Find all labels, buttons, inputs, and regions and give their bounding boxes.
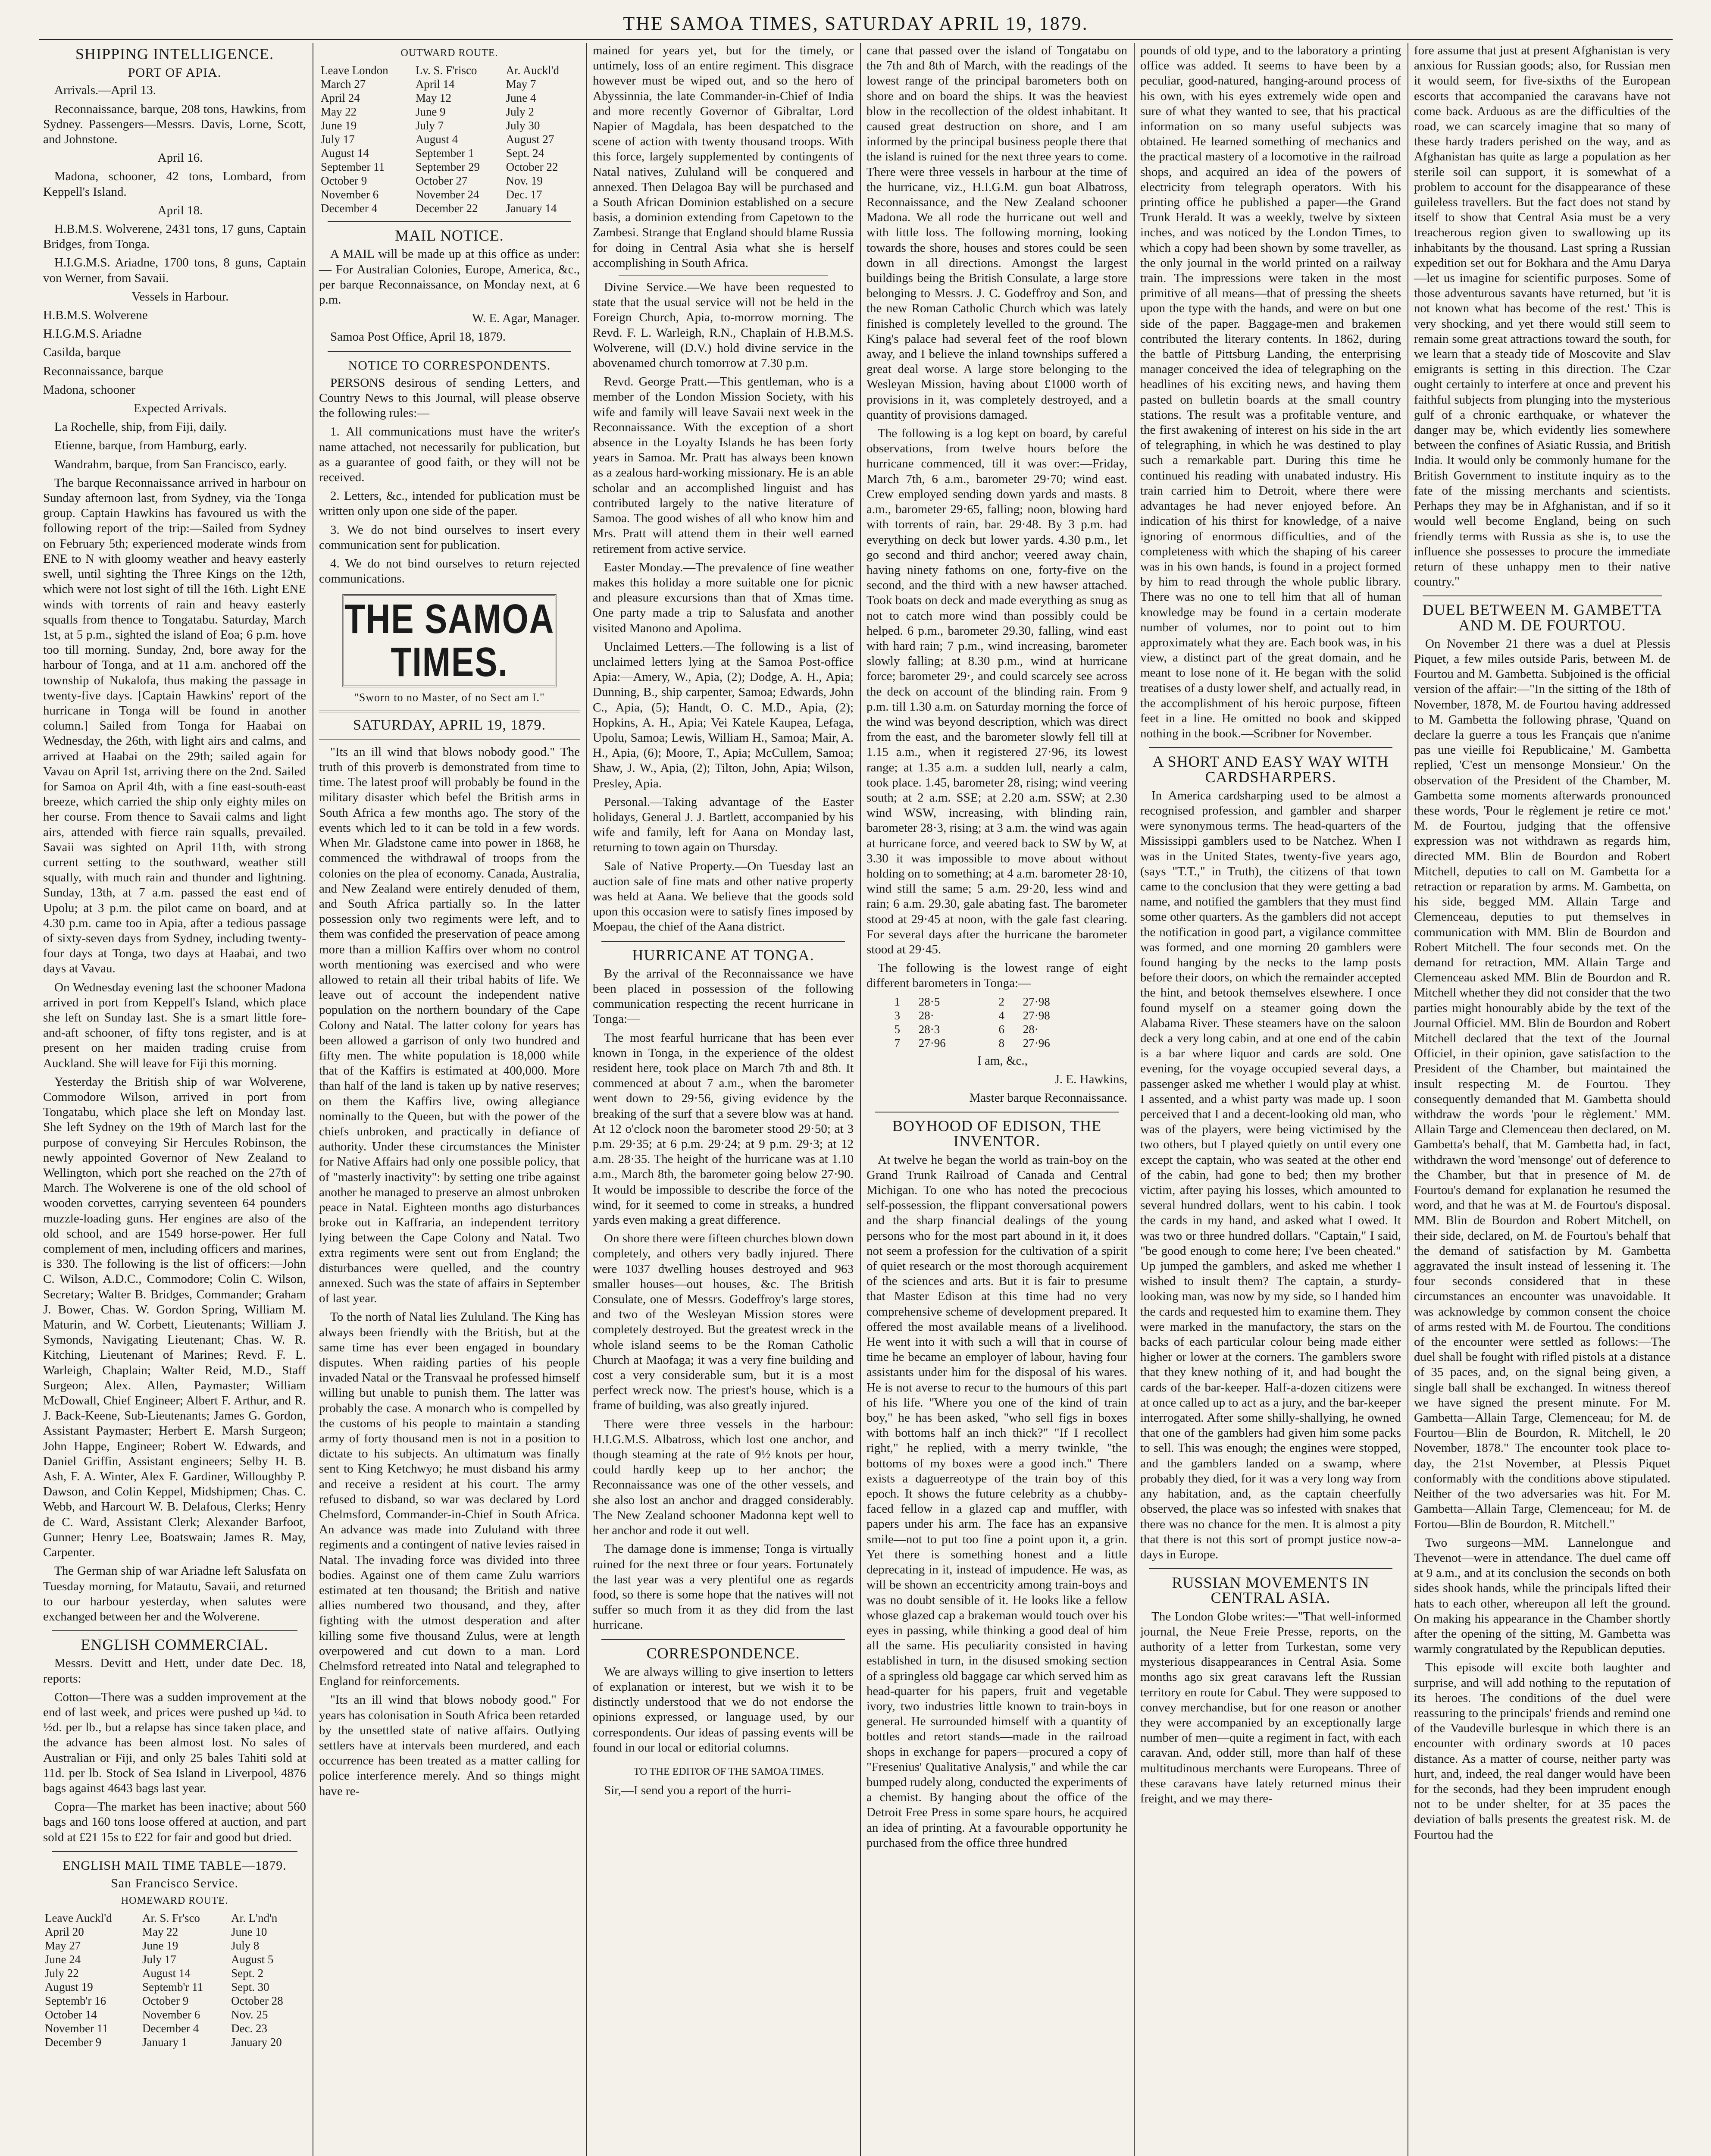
table-row [319, 132, 580, 146]
table-cell: November 6 [321, 188, 379, 201]
table-cell: Septemb'r 11 [142, 1981, 203, 1994]
table-cell: July 30 [506, 119, 540, 132]
correspondents-rule: 3. We do not bind ourselves to insert every communication sent for publication. [319, 523, 580, 552]
column-5 [1136, 43, 1405, 2156]
table-cell: Septemb'r 16 [45, 1994, 106, 2008]
correspondents-rule: 1. All communications must have the writer's name attached, not necessarily for publication, but as a guarantee of good faith, or they will not be received. [319, 425, 580, 485]
divider [52, 1851, 297, 1852]
table-cell: 28· [918, 1009, 934, 1022]
table-cell: March 27 [321, 78, 366, 91]
vessel-item: Madona, schooner [43, 382, 136, 397]
arrivals-label: Arrivals.—April 13. [54, 83, 156, 97]
table-cell: December 4 [142, 2022, 199, 2035]
letter-paragraph: The following is a log kept on board, by careful observations, from twelve hours before the hurricane commenced, till it was over:—Friday, March 7th, 6 a.m., barometer 29·70; wind east. Crew employed sending down yards and masts. 8 a.m., barometer 29·65, falling; noon, blowing hard with torrents of rain, bar. 29·48. By 3 p.m. had everything on deck but lower yards. 4.30 p.m., let go second and third anchor; veered away chain, having ninety fathoms on one, forty-five on the second, and the third with a new hawser attached. Took boats on deck and made everything as snug as not to catch more wind than possibly could be helped. 6 p.m., barometer 29.30, falling, wind east with hard rain; 7 p.m., wind increasing, barometer slowly falling; at 8.30 p.m., wind at hurricane force; barometer 29·, and could scarcely see across the deck on account of the blinding rain. From 9 p.m. till 1.30 a.m. on Saturday morning the force of the wind was beyond description, which was direct from the east, and the barometer slowly fell till at 1.15 a.m., when it registered 27·96, its lowest range; at 1.35 a.m. a sudden lull, nearly a calm, took place. 1.45, barometer 28, rising; wind veering south; at 2 a.m. SSE; at 2.20 a.m. SSW; at 2.30 wind WSW, increasing, with blinding rain, barometer 28·3, rising; at 3 a.m. the wind was again at hurricane force, and veered back to SW by W, at 3.30 it was impossible to move about without holding on to something; at 4 a.m. barometer 28·10, wind still the same; 5 a.m. 29·20, less wind and rain; 6 a.m. 29.30, gale abating fast. The barometer stood at 29·45 at noon, with the gale fast clearing. For several days after the hurricane the barometer stood at 29·45. [866, 426, 1127, 956]
table-cell: June 9 [415, 105, 446, 119]
letter-signature-title: Master barque Reconnaissance. [969, 1091, 1127, 1105]
russian-heading: RUSSIAN MOVEMENTS IN CENTRAL ASIA. [1172, 1574, 1370, 1607]
table-cell: 4 [998, 1009, 1004, 1022]
table-cell: 28· [1023, 1022, 1038, 1036]
commercial-heading: ENGLISH COMMERCIAL. [81, 1636, 269, 1654]
local-news-item: Personal.—Taking advantage of the Easter holidays, General J. J. Bartlett, accompanied by his wife and family, left for Aana on Monday last, returning to town again on Thursday. [593, 795, 854, 855]
hurricane-paragraph: On shore there were fifteen churches blown down completely, and others very badly injured. There were 1037 dwelling houses destroyed and 963 smaller houses—out houses, &c. The British Consulate, one of Messrs. Godeffroy's large stores, and two of the Wesleyan Mission stores were completely destroyed. But the greatest wreck in the whole island seems to be the Roman Catholic Church at Maofaga; it was a very fine building and cost a very considerable sum, but it is a most perfect wreck now. The priest's house, which is a frame of building, was also greatly injured. [593, 1232, 854, 1413]
port-heading: PORT OF APIA. [128, 66, 222, 80]
mail-notice-signature: W. E. Agar, Manager. [472, 311, 580, 326]
duel-paragraph: This episode will excite both laughter and surprise, and will add nothing to the reputation of its heroes. The conditions of the duel were reassuring to the principals' friends and remind one of the Vaudeville burlesque in which there is an encounter with ordinary swords at 10 paces distance. As a matter of course, neither party was hurt, and, indeed, the real danger would have been for the seconds, had they been imprudent enough not to be under shelter, for at 35 paces the deviation of balls presents the greatest risk. M. de Fourtou had the [1414, 1661, 1670, 1842]
table-cell: 5 [894, 1022, 900, 1036]
column-rule [1134, 43, 1135, 2156]
table-cell: September 11 [321, 160, 385, 174]
table-row [319, 91, 580, 105]
column-rule [586, 43, 587, 2156]
divider [328, 221, 571, 222]
divider [1423, 595, 1662, 596]
outward-heading: OUTWARD ROUTE. [400, 47, 498, 59]
vessels-heading: Vessels in Harbour. [131, 289, 229, 304]
letter-paragraph: Sir,—I send you a report of the hurri- [604, 1783, 791, 1798]
table-row [319, 201, 580, 215]
hurricane-heading: HURRICANE AT TONGA. [632, 946, 814, 964]
table-cell: April 24 [321, 91, 360, 105]
table-row [43, 1966, 306, 1980]
divider [601, 1639, 845, 1640]
editorial-paragraph: To the north of Natal lies Zululand. The King has always been friendly with the British, but at the same time has ever been engaged in boundary disputes. When raiding parties of his people invaded Natal or the Transvaal he professed himself willing but unable to punish them. The latter was probably the case. A monarch who is compelled by the customs of his people to maintain a standing army of forty thousand men is not in a position to dictate to his subjects. An ultimatum was finally sent to King Ketchwyo; he must disband his army and receive a resident at his court. The army refused to disband, so war was declared by Lord Chelmsford, Commander-in-Chief in South Africa. An advance was made into Zululand with three regiments and a contingent of native levies raised in Natal. The invading force was divided into three bodies. Against one of them came Zulu warriors estimated at ten thousand; the British and native allies numbered two thousand, and they, after fighting with the utmost desperation and after killing some five thousand Zulus, were at length overpowered and cut down to a man. Lord Chelmsford retreated into Natal and telegraphed to England for reinforcements. [319, 1310, 580, 1689]
column-header: Leave London [321, 64, 388, 77]
table-row [319, 77, 580, 91]
table-cell: 3 [894, 1009, 900, 1022]
barometer-table [893, 995, 1101, 1050]
expected-heading: Expected Arrivals. [134, 401, 227, 416]
table-cell: July 2 [506, 105, 534, 119]
table-cell: Sept. 30 [231, 1981, 269, 1994]
divider [319, 711, 580, 712]
expected-item: La Rochelle, ship, from Fiji, daily. [54, 420, 227, 434]
local-news-item: Sale of Native Property.—On Tuesday last an auction sale of fine mats and other native property was held at Aana. We believe that the goods sold upon this occasion were to satisfy fines imposed by Moepau, the chief of the Aana district. [593, 859, 854, 934]
table-cell: August 14 [321, 147, 369, 160]
table-cell: Sept. 2 [231, 1967, 264, 1980]
table-header-row [43, 1911, 306, 1925]
table-cell: Nov. 25 [231, 2008, 268, 2021]
sf-service-heading: San Francisco Service. [110, 1876, 239, 1890]
russian-paragraph: fore assume that just at present Afghanistan is very anxious for Russian goods; also, for Russian men it would seem, for five-sixths of the European escorts that accompanied the caravans have not come back. Arduous as are the difficulties of the road, we can scarcely imagine that so many of these hardy traders perished on the way, and as Afghanistan has quite as large a population as her sterile soil can support, it is somewhat of a problem to account for the disappearance of these guileless travellers. But the fact does not stand by itself to show that Central Asia must be a very treacherous region given to swallowing up its inhabitants by the thousand. Last spring a Russian expedition set out for Bokhara and the Amu Darya—let us imagine for scientific purposes. Some of those adventurous savants have returned, but 'it is not known what has become of the rest.' This is very shocking, and yet there would still seem to remain some great attractions toward the south, for we learn that a steady tide of Moscovite and Slav emigrants is setting in this direction. The Czar ought certainly to interfere at once and prevent his faithful subjects from plunging into the mysterious gulf of a chronic earthquake, or whatever the danger may be, which evidently lies somewhere between the confines of Asiatic Russia, and British India. It would only be commonly humane for the British Government to institute inquiry as to the fate of the missing merchants and scientists. Perhaps they may be in Afghanistan, and if so it would well become England, being on such friendly terms with Russia as she is, to use the influence she possesses to procure the immediate return of these unhappy men to their native country." [1414, 44, 1670, 589]
local-news-item: Divine Service.—We have been requested to state that the usual service will not be held in the Foreign Church, Apia, to-morrow morning. The Revd. F. L. Warleigh, R.N., Chaplain of H.B.M.S. Wolverene, will (D.V.) hold divine service in the abovenamed church tomorrow at 7.30 p.m. [593, 280, 854, 370]
masthead: THE SAMOA TIMES, SATURDAY APRIL 19, 1879. [39, 9, 1673, 40]
table-cell: 7 [894, 1036, 900, 1050]
arrival-entry: H.I.G.M.S. Ariadne, 1700 tons, 8 guns, Captain von Werner, from Savaii. [43, 256, 306, 285]
column-rule [860, 43, 861, 2156]
table-cell: November 24 [415, 188, 479, 201]
divider [619, 275, 828, 276]
divider [1149, 1568, 1392, 1569]
table-cell: June 24 [45, 1953, 81, 1966]
table-row [43, 2035, 306, 2049]
column-2 [315, 43, 584, 2156]
table-cell: April 20 [45, 1925, 84, 1939]
correspondence-notice: We are always willing to give insertion to letters of explanation or interest, but we wish it to be distinctly understood that we do not endorse the opinions expressed, or language used, by our correspondents. Our ideas of passing events will be found in our local or editorial columns. [593, 1664, 854, 1755]
table-row [319, 174, 580, 188]
table-row [43, 1994, 306, 2008]
divider [319, 738, 580, 740]
commercial-paragraph: Messrs. Devitt and Hett, under date Dec. 18, reports: [43, 1656, 306, 1686]
homeward-table [43, 1911, 306, 2049]
hurricane-paragraph: There were three vessels in the harbour: H.I.G.M.S. Albatross, which lost one anchor, and though steaming at the rate of 9½ knots per hour, could hardly keep up to her anchor; the Reconnaissance was one of the other vessels, and she also lost an anchor and dragged considerably. The New Zealand schooner Madonna kept well to her anchor and rode it out well. [593, 1417, 854, 1538]
correspondence-heading: CORRESPONDENCE. [646, 1644, 800, 1662]
table-cell: Dec. 23 [231, 2022, 268, 2035]
letter-signoff: I am, &c., [977, 1053, 1028, 1068]
table-row [43, 1925, 306, 1939]
column-header: Ar. Auckl'd [506, 64, 560, 77]
table-cell: June 10 [231, 1925, 267, 1939]
table-cell: January 1 [142, 2036, 188, 2049]
shipping-paragraph: The barque Reconnaissance arrived in harbour on Sunday afternoon last, from Sydney, via the Tonga group. Captain Hawkins has favoured us with the following report of the trip:—Sailed from Sydney on February 5th; experienced moderate winds from ENE to N with gloomy weather and heavy easterly swell, until sighting the Three Kings on the 12th, which were not lost sight of till the 16th. Light ENE winds with torrents of rain and heavy easterly squalls from thence to Tongatabu. Saturday, March 1st, at 5 p.m., sighted the island of Eoa; 6 p.m. hove too till morning. Sunday, 2nd, bore away for the harbour of Tonga, and at 11 a.m. anchored off the township of Nukalofa, thus making the passage in twenty-five days. [Captain Hawkins' report of the hurricane in Tonga will be found in another column.] Sailed from Tonga for Haabai on Wednesday, the 26th, with light airs and calms, and arrived at Haabai on the 29th; sailed again for Vavau on April 1st, arriving there on the 2nd. Sailed for Samoa on April 4th, with a fine east-south-east breeze, which carried the ship only eighty miles on her course. From thence to Savaii calms and light airs, attended with fierce rain squalls, prevailed. Savaii was sighted on April 11th, with strong current setting to the southward, weather still squally, with much rain and thunder and lightning. Sunday, 13th, at 7 a.m. passed the east end of Upolu; at 3 p.m. the pilot came on board, and at 4.30 p.m. came too in Apia, after a tedious passage of sixty-seven days from Sydney, including twenty-four days at Tonga, two days at Haabai, and two days at Vavau. [43, 476, 306, 976]
table-cell: May 22 [321, 105, 357, 119]
expected-item: Wandrahm, barque, from San Francisco, early. [54, 457, 287, 471]
editorial-dateline: SATURDAY, APRIL 19, 1879. [353, 717, 546, 733]
table-cell: July 17 [142, 1953, 176, 1966]
table-row [893, 1022, 1101, 1036]
table-cell: July 7 [415, 119, 444, 132]
column-header: Ar. S. Fr'sco [142, 1912, 200, 1925]
table-cell: May 7 [506, 78, 536, 91]
arrival-date: April 16. [157, 151, 203, 165]
table-cell: August 4 [415, 133, 458, 146]
commercial-paragraph: Copra—The market has been inactive; about 560 bags and 160 tons loose offered at auction, and part sold at £21 15s to £22 for fair and good but dried. [43, 1800, 306, 1844]
local-news-item: Revd. George Pratt.—This gentleman, who is a member of the London Mission Society, with his wife and family will leave Savaii next week in the Reconnaissance. With the exception of a short absence in the Loyalty Islands he has been forty years in Samoa. Mr. Pratt has always been known as a zealous hard-working missionary. He is an able scholar and an accomplished linguist and has contributed largely to the native literature of Samoa. The good wishes of all who know him and Mrs. Pratt will attend them in their well earned retirement from active service. [593, 375, 854, 556]
arrival-entry: H.B.M.S. Wolverene, 2431 tons, 17 guns, Captain Bridges, from Tonga. [43, 222, 306, 251]
shipping-paragraph: On Wednesday evening last the schooner Madona arrived in port from Keppell's Island, which place she left on Sunday last. She is a smart little fore-and-aft schooner, of fifty tons register, and is at present on her maiden trading cruise from Auckland. She will leave for Fiji this morning. [43, 980, 306, 1070]
table-cell: May 12 [415, 91, 452, 105]
expected-item: Etienne, barque, from Hamburg, early. [54, 439, 247, 453]
table-cell: December 9 [45, 2036, 102, 2049]
table-cell: August 27 [506, 133, 554, 146]
column-3 [588, 43, 858, 2156]
table-row [319, 146, 580, 160]
divider [52, 1630, 297, 1631]
table-cell: Sept. 24 [506, 147, 544, 160]
correspondents-rule: 4. We do not bind ourselves to return rejected communications. [319, 557, 580, 586]
table-header-row [319, 63, 580, 77]
cardsharpers-heading: A SHORT AND EASY WAY WITH CARDSHARPERS. [1152, 753, 1389, 786]
table-row [319, 105, 580, 119]
table-cell: July 8 [231, 1939, 260, 1952]
table-cell: September 29 [415, 160, 480, 174]
table-cell: July 17 [321, 133, 355, 146]
russian-paragraph: The London Globe writes:—"That well-informed journal, the Neue Freie Presse, reports, on the authority of a letter from Turkestan, some very mysterious disappearances in Central Asia. Some months ago six great caravans left the Russian territory en route for Cabul. They were supposed to convey merchandise, but for one reason or another they were accompanied by an exceptionally large number of men—quite a regiment in fact, with each caravan. And, odder still, more than half of these multitudinous merchants were Europeans. Three of these caravans have lately returned minus their freight, and we may there- [1140, 1609, 1401, 1805]
table-cell: Nov. 19 [506, 174, 543, 188]
table-cell: October 28 [231, 1994, 283, 2008]
homeward-heading: HOMEWARD ROUTE. [121, 1895, 228, 1907]
table-cell: 27·98 [1023, 1009, 1050, 1022]
table-cell: November 11 [45, 2022, 108, 2035]
vessel-item: Casilda, barque [43, 345, 121, 360]
vessel-item: H.I.G.M.S. Ariadne [43, 327, 142, 341]
table-row [893, 1036, 1101, 1050]
table-cell: May 22 [142, 1925, 178, 1939]
mail-notice-heading: MAIL NOTICE. [395, 227, 504, 244]
local-news-item: Unclaimed Letters.—The following is a list of unclaimed letters lying at the Samoa Post-office Apia:—Amery, W., Apia, (2); Dodge, A. H., Apia; Dunning, B., ship carpenter, Samoa; Edwards, John C., Apia, (5); Handt, O. C. M.D., Apia, (2); Hopkins, A. H., Apia; Vei Katele Kaupea, Lefaga, Upolu, Samoa; Lewis, William H., Samoa; Mair, A. H., Apia, (6); Moore, T., Apia; McCullem, Samoa; Shaw, J. W., Apia, (2); Tilton, John, Apia; Wilson, Presley, Apia. [593, 639, 854, 790]
table-cell: October 9 [142, 1994, 189, 2008]
mail-notice-place: Samoa Post Office, April 18, 1879. [330, 330, 506, 344]
edison-heading: BOYHOOD OF EDISON, THE INVENTOR. [892, 1117, 1102, 1150]
mail-table-heading: ENGLISH MAIL TIME TABLE—1879. [63, 1858, 287, 1873]
table-row [893, 1009, 1101, 1022]
table-row [43, 1939, 306, 1952]
table-cell: October 27 [415, 174, 468, 188]
table-cell: September 1 [415, 147, 474, 160]
table-cell: 8 [998, 1036, 1004, 1050]
hurricane-paragraph: The most fearful hurricane that has been ever known in Tonga, in the experience of the oldest resident here, took place on March 7th and 8th. It commenced at about 7 a.m., when the barometer went down to 29·56, giving evidence by the breaking of the surf that a severe blow was at hand. At 12 o'clock noon the barometer stood 29·50; at 3 p.m. 29·35; at 6 p.m. 29·24; at 9 p.m. 29·3; at 12 a.m. 28·35. The height of the hurricane was at 1.10 a.m., March 8th, the barometer going below 27·90. It would be impossible to describe the force of the wind, for it seemed to come in streaks, a hundred yards even making a great difference. [593, 1031, 854, 1227]
table-cell: December 22 [415, 202, 478, 215]
column-header: Ar. L'nd'n [231, 1912, 278, 1925]
local-news-item: Easter Monday.—The prevalence of fine weather makes this holiday a more suitable one for picnic and pleasure excursions than that of Xmas time. One party made a trip to Salusfata and another visited Manono and Apolima. [593, 560, 854, 635]
editorial-paragraph: "Its an ill wind that blows nobody good." The truth of this proverb is demonstrated from time to time. The latest proof will probably be found in the military disaster which befel the British arms in South Africa a few months ago. The story of the events which led to it can be told in a few words. When Mr. Gladstone came into power in 1868, he commenced the withdrawal of troops from the colonies on the plea of economy. Canada, Australia, and New Zealand were entirely denuded of them, and South Africa partially so. In the latter possession only two regiments were left, and to them was confided the preservation of peace among more than a million Kaffirs over whom no control worth mentioning was exercised and who were allowed to retain all their tribal habits of life. We leave out of account the independent native population on the northern boundary of the Cape Colony and Natal. The latter colony for years has been allowed a garrison of only two hundred and fifty men. The white population is 18,000 while that of the Kaffirs is estimated at 400,000. More than half of the land is taken up by native reserves; on them the Kaffirs live, owing allegiance nominally to the Queen, but with the power of the chiefs unbroken, and practically in defiance of authority. Under these circumstances the Minister for Native Affairs had only one possible policy, that of "masterly inactivity": by setting one tribe against another he managed to preserve an almost unbroken peace in Natal. Eighteen months ago disturbances broke out in Kaffraria, an independent territory lying between the Cape Colony and Natal. Two extra regiments were sent out from England; the disturbances were quelled, and the country annexed. Such was the state of affairs in September of last year. [319, 745, 580, 1306]
newspaper-banner: THE SAMOA TIMES. [342, 594, 556, 687]
column-6 [1410, 43, 1675, 2156]
table-cell: December 4 [321, 202, 378, 215]
edison-paragraph: pounds of old type, and to the laboratory a printing office was added. It seems to have been by a peculiar, good-natured, hanging-around process of his own, with his eyes extremely wide open and sure of what they wanted to see, that his practical information on so many useful subjects was obtained. He learned something of mechanics and the practical mastery of a locomotive in the railroad shops, and acquired an idea of the powers of electricity from telegraph operators. With his printing office he published a paper—the Grand Trunk Herald. It was a weekly, twelve by sixteen inches, and was noticed by the London Times, to which a copy had been shown by some traveller, as the only journal in the world printed on a railway train. The impressions were taken in the most primitive of all means—that of pressing the sheets upon the type with the hands, and were on but one side of the paper. Baggage-men and brakemen contributed the literary contents. In 1862, during the battle of Pittsburg Landing, the enterprising manager conceived the idea of telegraphing on the headlines of his exciting news, and having them pasted on bulletin boards at the small country stations. The result was a profitable venture, and the first awakening of interest on his side in the art of telegraphing, in which he was destined to play such a remarkable part. During this time he continued his reading with unabated industry. His train carried him to Detroit, where there were advantages he had never enjoyed before. An indication of his thirst for knowledge, of a naive ignoring of enormous difficulties, and of the completeness with which the shaping of his career was in his own hands, is found in a project formed by him to read through the whole public library. There was no one to tell him that all of human knowledge may be found in a certain moderate number of volumes, nor to point out to him approximately what they are. Each book was, in his view, a distinct part of the great domain, and he meant to lose none of it. He began with the solid treatises of a dusty lower shelf, and actually read, in the accomplishment of his heroic purpose, fifteen feet in a line. He omitted no book and skipped nothing in the book.—Scribner for November. [1140, 44, 1401, 741]
cardsharpers-paragraph: In America cardsharping used to be almost a recognised profession, and gambler and sharper were synonymous terms. The head-quarters of the Mississippi gamblers used to be Natchez. When I was in the United States, twenty-five years ago, (says "T.T.," in Truth), the citizens of that town came to the conclusion that they were getting a bad name, and notified the gamblers that they must find some other quarters. As the gamblers did not accept the notification in good part, a vigilance committee was formed, and one morning 20 gamblers were found hanging by the necks to the lamp posts before their doors, on which the remainder accepted the hint, and betook themselves elsewhere. I once found myself on a steamer going down the Alabama River. These steamers have on the saloon deck a very long cabin, and at one end of the cabin is a bar where liquor and cards are sold. One evening, for the voyage occupied several days, a passenger asked me whether I would play at whist. I assented, and a whist party was made up. I soon perceived that I and a decent-looking old man, who was of the players, were being victimised by the two others, but I played quietly on until every one except the captain, who was seated at the other end of the cabin, had gone to bed; then my brother victim, after paying his losses, which amounted to several hundred dollars, went to his cabin. I took the cards in my hand, and asked what I owed. It was two or three hundred dollars. "Captain," I said, "be good enough to come here; I've been cheated." Up jumped the gamblers, and asked me whether I wished to insult them? The captain, a sturdy-looking man, was now by my side, so I handed him the cards and requested him to examine them. They were marked in the manufactory, the stars on the backs of each particular colour being made either higher or lower at the corners. The gamblers swore that they knew nothing of it, and had bought the cards of the bar-keeper. Half-a-dozen citizens were at once called up to act as a jury, and the bar-keeper interrogated. After some shilly-shallying, he owned that one of the gamblers had given him some packs to sell. This was enough; the engines were stopped, and the gamblers landed on a swamp, where probably they died, for it was a very long way from any habitation, and, as the captain cheerfully observed, the place was so infested with snakes that there was no chance for the men. It is almost a pity that there is not this sort of prompt justice now-a-days in Europe. [1140, 788, 1401, 1561]
table-cell: July 22 [45, 1967, 79, 1980]
correspondents-intro: PERSONS desirous of sending Letters, and Country News to this Journal, will please observe the following rules:— [319, 376, 580, 420]
table-row [43, 2021, 306, 2035]
table-cell: June 4 [506, 91, 536, 105]
duel-paragraph: Two surgeons—MM. Lannelongue and Thevenot—were in attendance. The duel came off at 9 a.m., and at its conclusion the seconds on both sides shook hands, while the principals lifted their hats to each other, whereupon all left the ground. On making his appearance in the Chamber shortly after the opening of the sitting, M. Gambetta was warmly congratulated by the Republican deputies. [1414, 1536, 1670, 1656]
table-row [893, 995, 1101, 1009]
newspaper-motto: "Sworn to no Master, of no Sect am I." [354, 691, 545, 704]
duel-heading: DUEL BETWEEN M. GAMBETTA AND M. DE FOURTOU. [1422, 601, 1662, 634]
editorial-paragraph: mained for years yet, but for the timely, or untimely, loss of an entire regiment. This disgrace however must be wiped out, and so the hero of Abyssinnia, the late Commander-in-Chief of India and more recently Governor of Gibraltar, Lord Napier of Magdala, has been despatched to the scene of action with twenty thousand troops. With this force, largely supplemented by contingents of Natal natives, Zululand will be conquered and annexed. Then Delagoa Bay will be purchased and a South African Dominion established on a secure basis, a dominion extending from Capetown to the Zambesi. Strange that England should blame Russia for doing in Central Asia what she is herself accomplishing in South Africa. [593, 44, 854, 270]
shipping-heading: SHIPPING INTELLIGENCE. [75, 45, 274, 63]
column-4 [862, 43, 1132, 2156]
table-cell: 28·5 [918, 995, 940, 1008]
column-header: Leave Auckl'd [45, 1912, 112, 1925]
arrival-entry: Madona, schooner, 42 tons, Lombard, from Keppell's Island. [43, 169, 306, 199]
table-cell: Dec. 17 [506, 188, 542, 201]
letter-paragraph: The following is the lowest range of eight different barometers in Tonga:— [866, 961, 1127, 990]
table-cell: August 5 [231, 1953, 274, 1966]
table-cell: August 19 [45, 1981, 93, 1994]
divider [601, 941, 845, 942]
table-cell: 28·3 [918, 1022, 940, 1036]
table-cell: May 27 [45, 1939, 81, 1952]
table-cell: January 14 [506, 202, 557, 215]
table-cell: 27·96 [918, 1036, 946, 1050]
divider [328, 351, 571, 352]
table-cell: October 9 [321, 174, 367, 188]
table-cell: October 14 [45, 2008, 97, 2021]
hurricane-paragraph: The damage done is immense; Tonga is virtually ruined for the next three or four years. Fortunately the last year was a very plentiful one as regards food, so there is some hope that the natives will not suffer so much from it as they did from the last hurricane. [593, 1542, 854, 1632]
column-1 [39, 43, 310, 2156]
table-cell: January 20 [231, 2036, 282, 2049]
vessel-item: H.B.M.S. Wolverene [43, 308, 148, 323]
correspondents-heading: NOTICE TO CORRESPONDENTS. [348, 358, 551, 373]
editorial-paragraph: "Its an ill wind that blows nobody good." For years has colonisation in South Africa been retarded by the unsettled state of native affairs. Outlying settlers have at intervals been murdered, and each occurrence has been treated as a matter calling for police interference merely. And so things might have re- [319, 1693, 580, 1798]
mail-notice-text: A MAIL will be made up at this office as under:— For Australian Colonies, Europe, America, &c., per barque Reconnaissance, on Monday next, at 6 p.m. [319, 247, 580, 307]
table-cell: 6 [998, 1022, 1004, 1036]
edison-paragraph: At twelve he began the world as train-boy on the Grand Trunk Railroad of Canada and Central Michigan. To one who has noted the precocious self-possession, the flippant conversational powers and the sharp financial dealings of the young persons who for the most part abound in it, it does not seem a profession for the cultivation of a spirit of quiet research or the most thorough acquirement of the sciences and arts. But it is fair to presume that Master Edison at this time had no very comprehensive scheme of development prepared. It offered the most available means of a livelihood. He went into it with such a will that in course of time he became an employer of labour, having four assistants under him for the disposal of his wares. He is not averse to recur to the humours of this part of his life. "Where you one of the kind of train boy," he has been asked, "who sell figs in boxes with bottoms half an inch thick?" "If I recollect right," he replied, with a merry twinkle, "the bottoms of my boxes were a good inch." There exists a daguerreotype of the train boy of this epoch. It shows the future celebrity as a chubby-faced fellow in a glazed cap and muffler, with papers under his arm. The face has an expansive smile—not to put too fine a point upon it, a grin. Yet there is something honest and a little deprecating in it, instead of impudence. He was, as will be shown an eccentricity among train-boys and was no doubt sensible of it. He looks like a fellow whose glazed cap a brakeman would touch over his eyes in passing, while thinking a good deal of him all the same. His peculiarity consisted in having established in turn, in the disused smoking section of a springless old baggage car which served him as head-quarter for his papers, fruit and vegetable ivory, two industries little known to train-boys in general. He surrounded himself with a quantity of bottles and retort stands—made in the railroad shops in exchange for papers—procured a copy of "Fresenius' Qualitative Analysis," and while the car bumped rudely along, conducted the experiments of a chemist. By hanging about the office of the Detroit Free Press in some spare hours, he acquired an idea of printing. At a favourable opportunity he purchased from the office three hundred [866, 1153, 1127, 1850]
table-row [319, 119, 580, 132]
arrival-date: April 18. [157, 203, 203, 217]
table-cell: June 19 [321, 119, 357, 132]
table-row [319, 188, 580, 201]
table-cell: 27·98 [1023, 995, 1050, 1008]
table-cell: October 22 [506, 160, 558, 174]
correspondents-rule: 2. Letters, &c., intended for publication must be written only upon one side of the paper. [319, 489, 580, 518]
shipping-paragraph: The German ship of war Ariadne left Salusfata on Tuesday morning, for Matautu, Savaii, and returned to our harbour yesterday, when salutes were exchanged between her and the Wolverene. [43, 1564, 306, 1623]
divider [1149, 747, 1392, 748]
commercial-paragraph: Cotton—There was a sudden improvement at the end of last week, and prices were pushed up ¼d. to ½d. per lb., but a relapse has since taken place, and the advance has been almost lost. No sales of Australian or Fiji, and only 25 bales Tahiti sold at 11d. per lb. Stock of Sea Island in Liverpool, 4876 bags against 4643 bags last year. [43, 1690, 306, 1795]
table-cell: April 14 [415, 78, 455, 91]
arrival-entry: Reconnaissance, barque, 208 tons, Hawkins, from Sydney. Passengers—Messrs. Davis, Lorne, Scott, and Johnstone. [43, 102, 306, 147]
shipping-paragraph: Yesterday the British ship of war Wolverene, Commodore Wilson, arrived in port from Tongatabu, which place she left on Monday last. She left Sydney on the 19th of March last for the purpose of conveying Sir Hercules Robinson, the newly appointed Governor of New Zealand to Wellington, which port she reached on the 27th of March. The Wolverene is one of the old school of wooden corvettes, carrying seventeen 64 pounders muzzle-loading guns. Her engines are also of the old school, and are 1549 horse-power. Her full complement of men, including officers and marines, is 330. The following is the list of officers:—John C. Wilson, A.D.C., Commodore; Colin C. Wilson, Secretary; Walter B. Bridges, Commander; Graham J. Bower, Chas. W. Gordon Spring, William M. Maturin, and W. Corbett, Lieutenants; William J. Symonds, Navigating Lieutenant; Chas. W. R. Kitching, Lieutenant of Marines; Revd. F. L. Warleigh, Chaplain; Walter Reid, M.D., Staff Surgeon; Alex. Allen, Paymaster; William McDowall, Chief Engineer; Albert F. Arthur, and R. J. Back-Keene, Sub-Lieutenants; James G. Gordon, Assistant Paymaster; Herbert E. Marsh Surgeon; John Happe, Engineer; Robert W. Edwards, and Daniel Griffin, Assistant engineers; Selby H. B. Ash, F. A. Winter, Alex F. Gardiner, Willoughby P. Dawson, and Colin Keppel, Midshipmen; Chas. C. Webb, and Harcourt W. B. Delafous, Clerks; Henry de C. Ward, Assistant Clerk; Alexander Barfoot, Gunner; Henry Lee, Boatswain; James R. May, Carpenter. [43, 1075, 306, 1560]
table-cell: 27·96 [1023, 1036, 1050, 1050]
outward-table [319, 63, 580, 215]
letter-signature: J. E. Hawkins, [1054, 1072, 1127, 1086]
table-cell: June 19 [142, 1939, 178, 1952]
table-cell: November 6 [142, 2008, 200, 2021]
duel-paragraph: On November 21 there was a duel at Plessis Piquet, a few miles outside Paris, between M. de Fourtou and M. Gambetta. Subjoined is the official version of the affair:—"In the sitting of the 18th of November, 1878, M. de Fourtou having addressed to M. Gambetta the following phrase, 'Quand on declare la guerre a tous les Français que n'anime pas une vieille foi Republicaine,' M. Gambetta replied, 'C'est un mensonge Monsieur.' On the observation of the President of the Chamber, M. Gambetta some moments afterwards pronounced these words, 'Pour le règlement je retire ce mot.' M. de Fourtou, judging that the offensive expression was not withdrawn as regards him, directed MM. Blin de Bourdon and Robert Mitchell, deputies to call on M. Gambetta for a retraction or reparation by arms. M. Gambetta, on his side, begged MM. Allain Targe and Clemenceau, deputies to put themselves in communication with MM. Blin de Bourdon and Robert Mitchell. The four seconds met. On the demand for retraction, MM. Allain Targe and Clemenceau asked MM. Blin de Bourdon and R. Mitchell whether they did not consider that the two parties might honourably abide by the text of the Journal Officiel. MM. Blin de Bourdon and Robert Mitchell declared that the text of the Journal Officiel, in their opinion, gave satisfaction to the President of the Chamber, but maintained the insult respecting M. de Fourtou. They consequently demanded that M. Gambetta should withdraw the words 'pour le règlement.' MM. Allain Targe and Clemenceau then declared, on M. Gambetta's behalf, that M. Gambetta had, in fact, withdrawn the word 'mensonge' out of deference to the Chamber, but that in presence of M. de Fourtou's demand for explanation he resumed the word, and that he was at M. de Fourtou's disposal. MM. Blin de Bourdon and Robert Mitchell, on their side, declared, on M. de Fourtou's behalf that the demand of satisfaction by M. Gambetta aggravated the insult instead of lessening it. The four seconds considered that in these circumstances an encounter was unavoidable. It was acknowledge by common consent the choice of arms rested with M. de Fourtou. The conditions of the encounter were settled as follows:—The duel shall be fought with rifled pistols at a distance of 35 paces, and, on the signal being given, a single ball shall be exchanged. In witness thereof we have signed the present minute. For M. Gambetta—Allain Targe, Clemenceau; for M. de Fourtou—Blin de Bourdon, R. Mitchell, le 20 November, 1878." The encounter took place to-day, the 21st November, at Plessis Piquet conformably with the conditions above stipulated. Neither of the two adversaries was hit. For M. Gambetta—Allain Targe, Clemenceau; for M. de Fortou—Blin de Bourdon, R. Mitchell." [1414, 636, 1670, 1531]
table-row [43, 1952, 306, 1966]
table-cell: August 14 [142, 1967, 191, 1980]
table-cell: 1 [894, 995, 900, 1008]
table-cell: 2 [998, 995, 1004, 1008]
table-row [43, 2008, 306, 2021]
table-row [43, 1980, 306, 1994]
vessel-item: Reconnaissance, barque [43, 364, 163, 378]
letter-paragraph: cane that passed over the island of Tongatabu on the 7th and 8th of March, with the readings of the lowest range of the principal barometers both on shore and on board the ships. It was the heaviest blow in the recollection of the oldest inhabitant. It caused great destruction on shore, and I am informed by the principal business people there that the island is ruined for the next three years to come. There were three vessels in harbour at the time of the hurricane, viz., H.I.G.M. gun boat Albatross, Reconnaissance, and the New Zealand schooner Madona. We all rode the hurricane out well and with little loss. The following morning, looking towards the shore, houses and stores could be seen down in all directions. Amongst the largest buildings being the British Consulate, a large store belonging to Messrs. J. C. Godeffroy and Son, and the new Roman Catholic Church which was lately finished is completely levelled to the ground. The King's palace had several feet of the roof blown away, and I believe the inland townships suffered a great deal worse. A large store belonging to the Wesleyan Mission, having about £1000 worth of provisions in it, was completely destroyed, and a quantity of provisions damaged. [866, 44, 1127, 422]
column-header: Lv. S. F'risco [415, 64, 477, 77]
hurricane-paragraph: By the arrival of the Reconnaissance we have been placed in possession of the following communication respecting the recent hurricane in Tonga:— [593, 966, 854, 1026]
letter-address: TO THE EDITOR OF THE SAMOA TIMES. [633, 1766, 824, 1777]
table-row [319, 160, 580, 174]
